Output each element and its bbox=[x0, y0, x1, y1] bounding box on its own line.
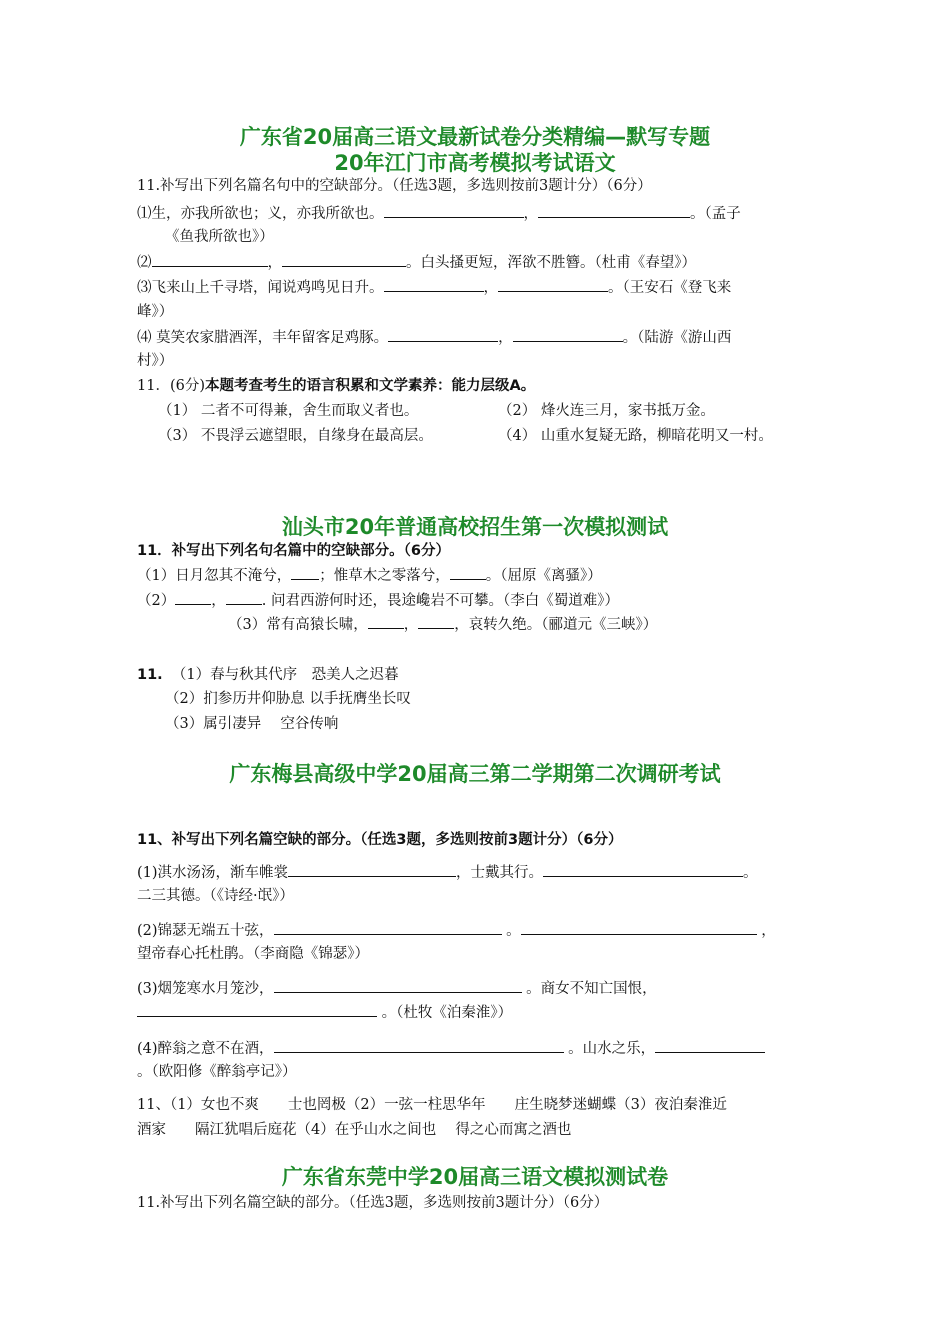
question-text: ；惟草木之零落兮， bbox=[319, 568, 450, 584]
question-11-jiangmen: 11.补写出下列名篇名句中的空缺部分。（任选3题，多选则按前3题计分）（6分） bbox=[137, 178, 652, 194]
blank bbox=[538, 203, 690, 218]
question-11-dongguan: 11.补写出下列名篇空缺的部分。（任选3题，多选则按前3题计分）（6分） bbox=[137, 1195, 609, 1211]
answer-text: （1）春与秋其代序 恐美人之迟暮 bbox=[171, 667, 399, 683]
question-text: ， bbox=[211, 593, 226, 609]
blank bbox=[384, 277, 484, 292]
question-11-shantou: 11．补写出下列名句名篇中的空缺部分。（6分） bbox=[137, 543, 451, 559]
blank bbox=[274, 920, 502, 935]
blank bbox=[498, 277, 608, 292]
question-line: 望帝春心托杜鹃。（李商隐《锦瑟》） bbox=[137, 946, 369, 962]
question-text: ， bbox=[403, 617, 419, 633]
question-line bbox=[137, 327, 731, 348]
question-text: 。 bbox=[506, 923, 521, 939]
blank bbox=[274, 1038, 564, 1053]
question-text: . 问君西游何时还，畏途巉岩不可攀。（李白《蜀道难》） bbox=[261, 593, 619, 609]
question-text: 。山水之乐， bbox=[568, 1041, 656, 1057]
question-text: (4)醉翁之意不在酒， bbox=[137, 1041, 274, 1057]
answer-note: 本题考查考生的语言积累和文学素养：能力层级A。 bbox=[205, 378, 536, 394]
blank bbox=[655, 1038, 765, 1053]
question-line bbox=[137, 978, 657, 999]
answer-item: （1） 二者不可得兼，舍生而取义者也。 bbox=[158, 403, 419, 419]
question-line: 村》） bbox=[137, 353, 174, 369]
question-line bbox=[137, 862, 758, 883]
blank bbox=[543, 862, 743, 877]
question-text: 。（屈原《离骚》） bbox=[485, 568, 602, 584]
question-text: （1）日月忽其不淹兮， bbox=[137, 568, 292, 584]
section-title-meixian: 广东梅县高级中学20届高三第二学期第二次调研考试 bbox=[229, 762, 721, 786]
question-line bbox=[137, 252, 696, 273]
blank bbox=[288, 862, 456, 877]
answer-item: （3） 不畏浮云遮望眼，自缘身在最高层。 bbox=[158, 428, 433, 444]
question-text: (2)锦瑟无端五十弦， bbox=[137, 923, 274, 939]
question-line bbox=[137, 920, 776, 941]
answer-item: （2）扪参历井仰胁息 以手抚膺坐长叹 bbox=[165, 691, 411, 707]
blank bbox=[368, 614, 404, 629]
question-text: ， bbox=[498, 330, 513, 346]
question-text: 。（陆游《游山西 bbox=[622, 330, 732, 346]
blank bbox=[388, 327, 498, 342]
question-text: (3)烟笼寒水月笼沙， bbox=[137, 981, 274, 997]
question-text: 。 bbox=[743, 865, 758, 881]
question-line: 峰》） bbox=[137, 304, 174, 320]
answer-item: （4） 山重水复疑无路，柳暗花明又一村。 bbox=[498, 428, 773, 444]
question-line: 《鱼我所欲也》） bbox=[165, 229, 274, 245]
section-title-jiangmen: 20年江门市高考模拟考试语文 bbox=[334, 151, 616, 175]
blank bbox=[513, 327, 623, 342]
question-text: ⑵ bbox=[137, 255, 152, 271]
blank bbox=[282, 252, 406, 267]
question-text: ， bbox=[761, 923, 776, 939]
question-text: ， bbox=[267, 255, 282, 271]
question-line: 二三其德。（《诗经·氓》） bbox=[137, 888, 294, 904]
question-text: ⑶飞来山上千寻塔，闻说鸡鸣见日升。 bbox=[137, 280, 384, 296]
answer-header bbox=[137, 376, 535, 396]
blank bbox=[152, 252, 268, 267]
blank bbox=[450, 565, 486, 580]
section-title-dongguan: 广东省东莞中学20届高三语文模拟测试卷 bbox=[281, 1165, 669, 1189]
question-line: ⑴生，亦我所欲也；义，亦我所欲也。 ， 。（孟子 bbox=[137, 203, 741, 224]
answer-label: 11．(6分) bbox=[137, 378, 205, 394]
question-text: 。商女不知亡国恨， bbox=[526, 981, 657, 997]
question-text: 。白头搔更短，浑欲不胜簪。（杜甫《春望》） bbox=[406, 255, 696, 271]
question-line: 。（欧阳修《醉翁亭记》） bbox=[137, 1064, 297, 1080]
answer-line: 11、（1）女也不爽 士也罔极（2）一弦一柱思华年 庄生晓梦迷蝴蝶（3）夜泊秦淮近 bbox=[137, 1097, 727, 1113]
section-title-shantou: 汕头市20年普通高校招生第一次模拟测试 bbox=[281, 515, 669, 539]
blank bbox=[418, 614, 454, 629]
question-text: ，哀转久绝。（郦道元《三峡》） bbox=[454, 617, 658, 633]
blank bbox=[521, 920, 757, 935]
question-11-meixian: 11、补写出下列名篇空缺的部分。（任选3题，多选则按前3题计分）（6分） bbox=[137, 832, 623, 848]
question-line bbox=[137, 1002, 512, 1023]
answer-item: （2） 烽火连三月，家书抵万金。 bbox=[498, 403, 715, 419]
blank bbox=[384, 203, 524, 218]
question-line bbox=[137, 1038, 765, 1059]
question-text: ，士戴其行。 bbox=[456, 865, 544, 881]
question-text: ⑴生，亦我所欲也；义，亦我所欲也。 bbox=[137, 206, 384, 222]
blank bbox=[226, 590, 262, 605]
blank bbox=[274, 978, 522, 993]
blank bbox=[175, 590, 211, 605]
answer-item bbox=[137, 665, 399, 685]
question-text: 。（孟子 bbox=[690, 206, 741, 222]
question-line bbox=[228, 614, 657, 635]
question-text: （2） bbox=[137, 593, 176, 609]
answer-label: 11. bbox=[137, 667, 163, 683]
answer-item: （3）属引凄异 空谷传响 bbox=[165, 716, 339, 732]
question-text: 。（王安石《登飞来 bbox=[608, 280, 732, 296]
question-text: (1)淇水汤汤，渐车帷裳 bbox=[137, 865, 289, 881]
question-text: （3）常有高猿长啸， bbox=[228, 617, 368, 633]
question-line bbox=[137, 590, 619, 611]
answer-line: 酒家 隔江犹唱后庭花（4）在乎山水之间也 得之心而寓之酒也 bbox=[137, 1122, 572, 1138]
question-text: 。（杜牧《泊秦淮》） bbox=[381, 1005, 513, 1021]
blank bbox=[137, 1002, 377, 1017]
main-title: 广东省20届高三语文最新试卷分类精编—默写专题 bbox=[239, 125, 711, 149]
question-line bbox=[137, 565, 602, 586]
question-line bbox=[137, 277, 731, 298]
question-text: ⑷ 莫笑农家腊酒浑，丰年留客足鸡豚。 bbox=[137, 330, 389, 346]
question-text: ， bbox=[483, 280, 498, 296]
blank bbox=[291, 565, 319, 580]
